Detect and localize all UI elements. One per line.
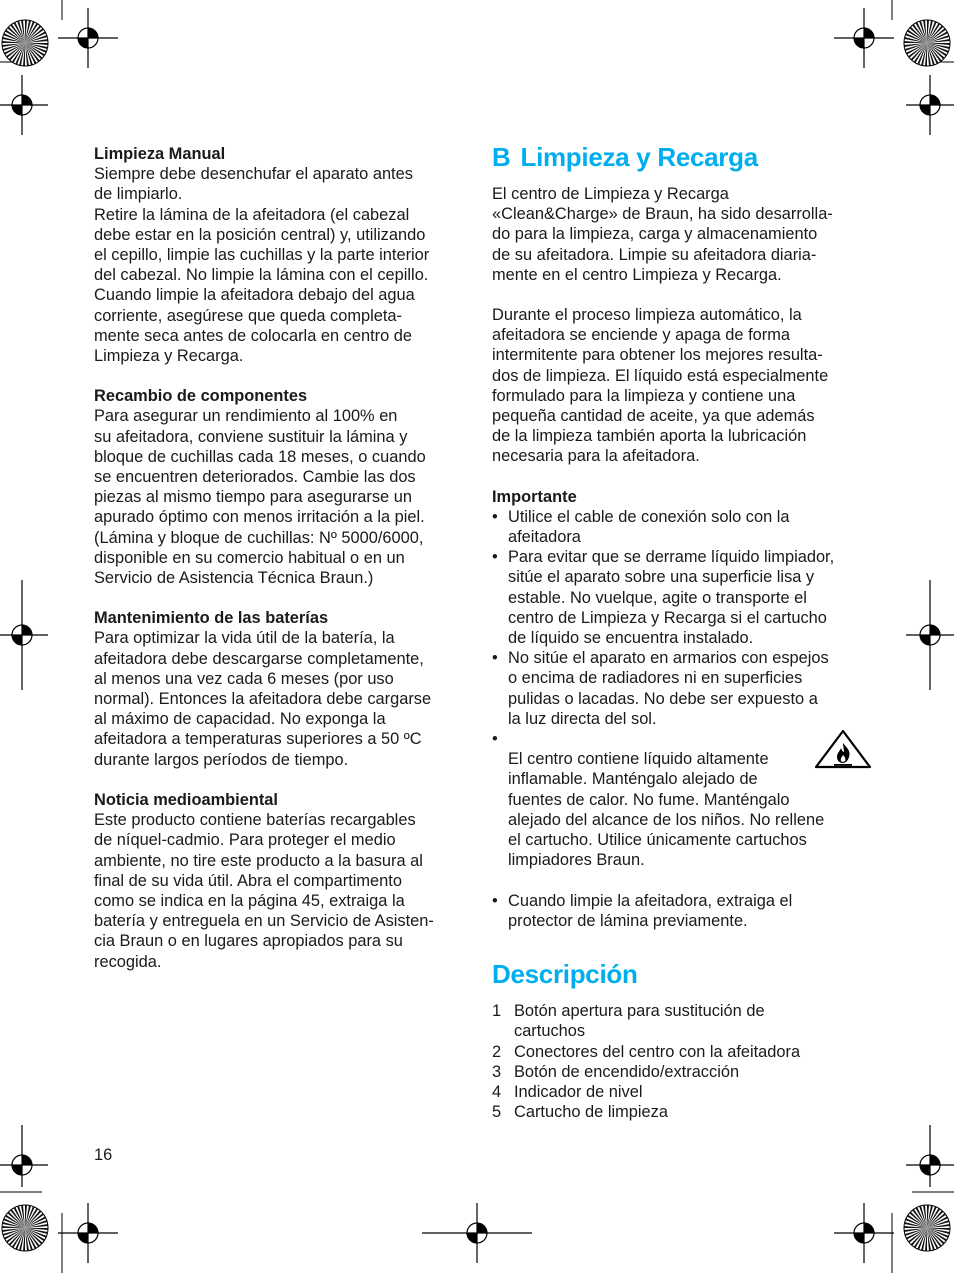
section-recambio: [94, 386, 466, 588]
left-column: [94, 144, 466, 972]
item-text: Indicador de nivel: [514, 1082, 643, 1101]
paragraph: Retire la lámina de la afeitadora (el cabezal debe estar en la posición central) y, utilizando el cepillo, limpie las cuchillas y la parte interior del cabezal. No limpie la lámina con el cepillo. Cuando limpie la afeitadora debajo del agua corriente, asegúrese que queda completa- mente seca antes de colocarla en centro de Limpieza y Recarga.: [94, 205, 430, 366]
registration-mark-icon: [58, 1203, 118, 1263]
page-number: 16: [94, 1146, 113, 1164]
registration-mark-icon: [834, 1203, 894, 1263]
item-text: Conectores del centro con la afeitadora: [514, 1042, 801, 1061]
item-text: Botón apertura para sustitución de cartuchos: [514, 1002, 765, 1041]
registration-mark-icon: [58, 8, 118, 68]
flammable-warning-icon: [814, 729, 872, 769]
list-item: [492, 1001, 864, 1041]
registration-mark-icon: [904, 580, 954, 690]
intro-paragraph: El centro de Limpieza y Recarga «Clean&Charge» de Braun, ha sido desarrolla- do para la limpieza, carga y almacenamiento de su afeitadora. Limpie su afeitadora diaria- mente en el centro Limpieza y Recarga.: [492, 185, 833, 284]
section-limpieza-manual: [94, 144, 466, 366]
item-number: 4: [492, 1082, 502, 1101]
important-title: Importante: [492, 487, 577, 506]
important-list: [492, 507, 864, 931]
list-item: [492, 1042, 864, 1062]
section-heading: [492, 142, 864, 172]
registration-mark-icon: [422, 1203, 532, 1263]
paragraph: Este producto contiene baterías recargables de níquel-cadmio. Para proteger el medio ambiente, no tire este producto a la basura al final de su vida útil. Abra el compartimento como se indica en la página 45, extraiga la batería y entreguela en un Servicio de Asisten- cia Braun o en lugares apropiados para su recogida.: [94, 811, 434, 971]
item-text: Cartucho de limpieza: [514, 1103, 668, 1122]
list-item: [492, 1082, 864, 1102]
sunburst-mark-icon: [0, 1203, 50, 1253]
section-letter: B: [492, 142, 511, 172]
list-item: [492, 1062, 864, 1082]
registration-mark-icon: [0, 580, 50, 690]
paragraph: Siempre debe desenchufar el aparato antes de limpiarlo.: [94, 165, 413, 204]
paragraph: Para optimizar la vida útil de la batería, la afeitadora debe descargarse completamente, al menos una vez cada 6 meses (por uso normal). Entonces la afeitadora debe cargarse al máximo de capacidad. No exponga la afeitadora a temperaturas superiores a 50 ºC durante largos períodos de tiempo.: [94, 629, 432, 769]
registration-mark-icon: [0, 75, 50, 135]
section-baterias: [94, 608, 466, 770]
sunburst-mark-icon: [902, 1203, 952, 1253]
item-text: Botón de encendido/extracción: [514, 1062, 740, 1081]
description-list: [492, 1001, 864, 1122]
sunburst-mark-icon: [0, 18, 50, 68]
registration-mark-icon: [904, 1125, 954, 1205]
list-item: • Utilice el cable de conexión solo con la afeitadora: [492, 507, 864, 547]
item-number: 2: [492, 1042, 502, 1061]
list-item: • Para evitar que se derrame líquido limpiador, sitúe el aparato sobre una superficie lisa y estable. No vuelque, agite o transporte el centro de Limpieza y Recarga si el cartucho de líquido se encuentra instalado.: [492, 547, 864, 648]
list-item-flammable: [492, 729, 864, 891]
section-heading-text: Limpieza y Recarga: [520, 142, 758, 172]
list-item: • No sitúe el aparato en armarios con espejos o encima de radiadores ni en superficies pulidas o lacadas. No debe ser expuesto a la luz directa del sol.: [492, 648, 864, 729]
registration-mark-icon: [0, 1125, 50, 1205]
section-title: Limpieza Manual: [94, 145, 226, 163]
list-item-text: El centro contiene líquido altamente inflamable. Manténgalo alejado de fuentes de calor. No fume. Manténgalo alejado del alcance de los niños. No rellene el cartucho. Utilice únicamente cartuchos limpiadores Braun.: [508, 750, 825, 870]
registration-mark-icon: [834, 8, 894, 68]
item-number: 3: [492, 1062, 502, 1081]
item-number: 5: [492, 1103, 502, 1122]
item-number: 1: [492, 1002, 502, 1021]
paragraph: Para asegurar un rendimiento al 100% en su afeitadora, conviene sustituir la lámina y bloque de cuchillas cada 18 meses, o cuando se encuentren deteriorados. Cambie las dos piezas al mismo tiempo para asegurarse un apurado óptimo con menos irritación a la piel. (Lámina y bloque de cuchillas: Nº 5000/6000, disponible en su comercio habitual o en un Servicio de Asistencia Técnica Braun.): [94, 407, 426, 588]
intro-paragraph: Durante el proceso limpieza automático, la afeitadora se enciende y apaga de forma intermitente para obtener los mejores resulta- dos de limpieza. El líquido está especialmente formulado para la limpieza y contiene una pequeña cantidad de aceite, ya que además de la limpieza también aporta la lubricación necesaria para la afeitadora.: [492, 306, 829, 466]
registration-mark-icon: [904, 75, 954, 135]
description-heading: Descripción: [492, 959, 638, 990]
list-item: [492, 1102, 864, 1122]
list-item: • Cuando limpie la afeitadora, extraiga el protector de lámina previamente.: [492, 891, 864, 931]
right-column: [492, 142, 864, 1122]
sunburst-mark-icon: [902, 18, 952, 68]
section-title: Noticia medioambiental: [94, 790, 278, 809]
section-title: Recambio de componentes: [94, 387, 308, 406]
section-title: Mantenimiento de las baterías: [94, 609, 329, 628]
section-medioambiental: [94, 790, 466, 972]
